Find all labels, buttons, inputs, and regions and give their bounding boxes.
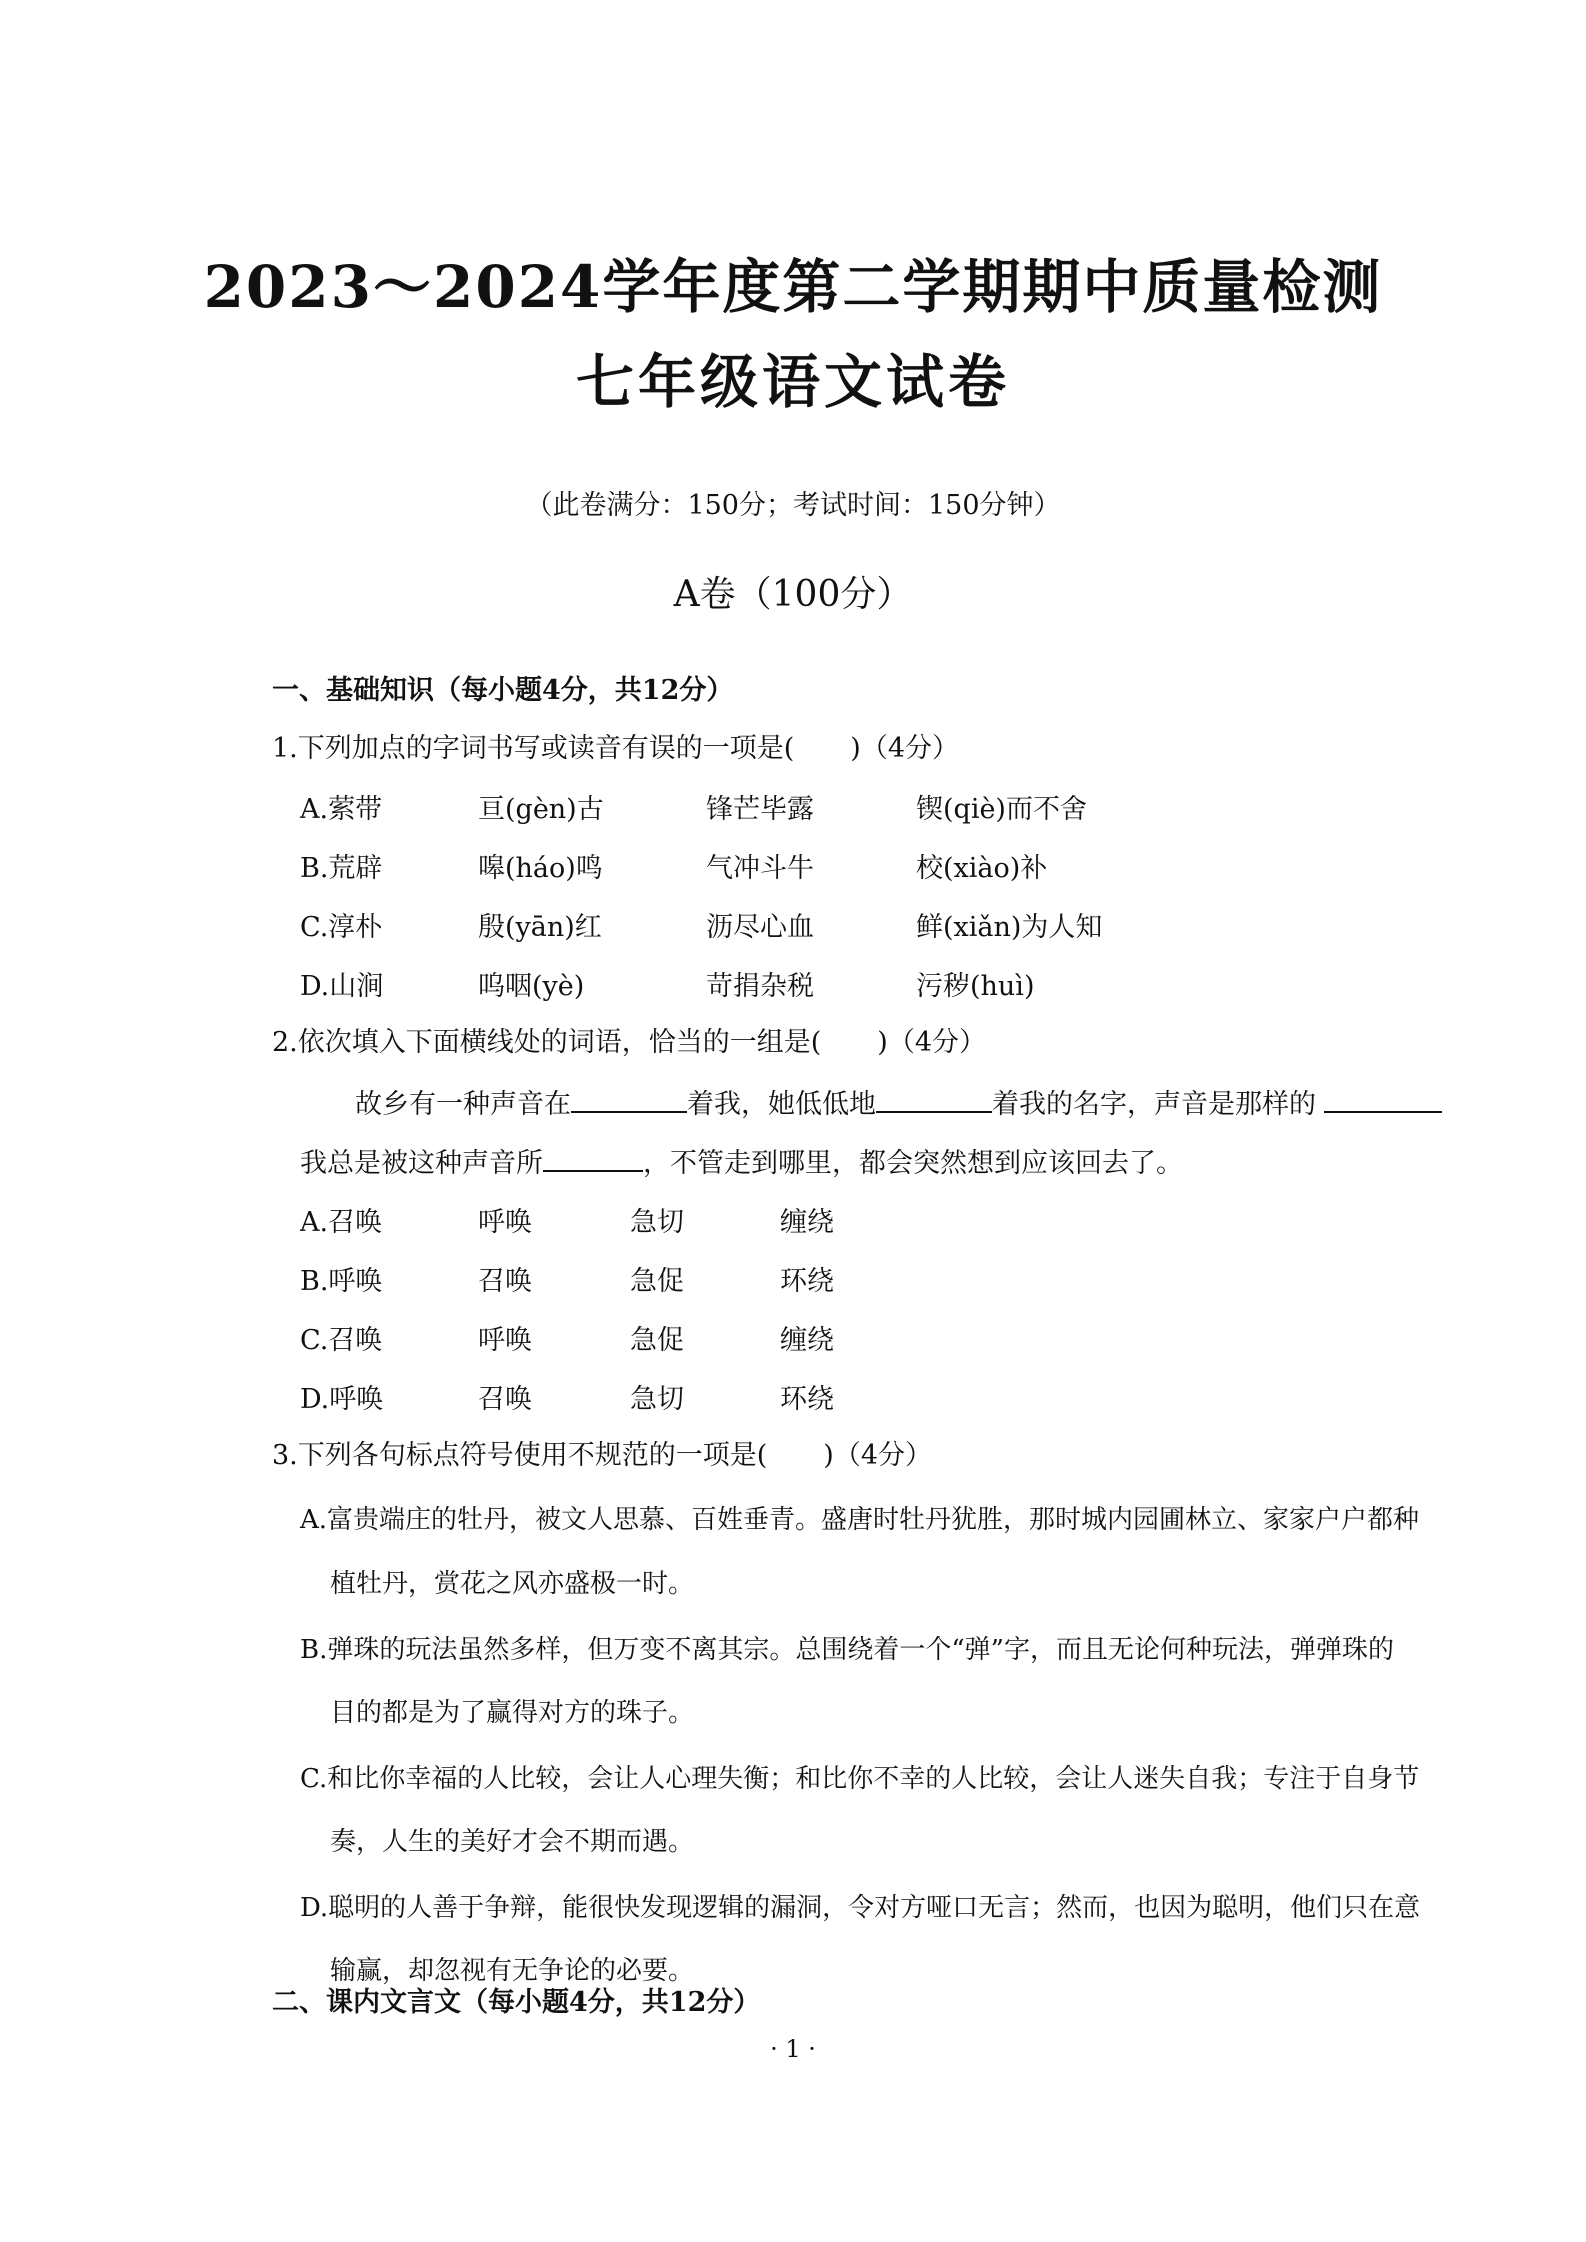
q3-option-c-line1: C.和比你幸福的人比较，会让人心理失衡；和比你不幸的人比较，会让人迷失自我；专注于自身节 (300, 1764, 1420, 1794)
question-3-stem (272, 1433, 932, 1472)
q2-passage-part5: ，不管走到哪里，都会突然想到应该回去了。 (643, 1148, 1183, 1179)
q2-passage-part2: 着我，她低低地 (687, 1089, 876, 1120)
q3-option-b-line1: B.弹珠的玩法虽然多样，但万变不离其宗。总围绕着一个“弹”字，而且无论何种玩法，弹弹珠的 (300, 1635, 1394, 1665)
question-3-stem-a: 3.下列各句标点符号使用不规范的一项是( (272, 1440, 768, 1471)
q2-opt-a-2: 呼唤 (478, 1207, 532, 1238)
q2-passage-line2 (300, 1141, 1183, 1180)
exam-title: 2023～2024学年度第二学期期中质量检测 (203, 253, 1383, 321)
q2-opt-a-1: A.召唤 (300, 1207, 383, 1238)
q2-opt-a-4: 缠绕 (780, 1207, 834, 1238)
q3-option-c-line2: 奏，人生的美好才会不期而遇。 (330, 1827, 695, 1857)
q1-opt-d-3: 苛捐杂税 (706, 971, 814, 1002)
question-1-stem (272, 726, 959, 765)
q2-opt-b-4: 环绕 (780, 1266, 834, 1297)
q1-opt-a-2: 亘(gèn)古 (478, 794, 604, 825)
q3-option-a-line1: A.富贵端庄的牡丹，被文人思慕、百姓垂青。盛唐时牡丹犹胜，那时城内园圃林立、家家户户都种 (300, 1505, 1420, 1535)
q2-passage-part4: 我总是被这种声音所 (300, 1148, 543, 1179)
q2-opt-c-3: 急促 (630, 1325, 684, 1356)
q3-option-d-line2: 输赢，却忽视有无争论的必要。 (330, 1956, 695, 1986)
q2-opt-c-1: C.召唤 (300, 1325, 383, 1356)
fill-blank-2 (876, 1089, 992, 1113)
q1-opt-d-4: 污秽(huì) (916, 971, 1035, 1002)
q2-opt-c-2: 呼唤 (478, 1325, 532, 1356)
q1-opt-a-1: A.萦带 (300, 794, 383, 825)
q2-opt-b-1: B.呼唤 (300, 1266, 383, 1297)
q2-opt-d-1: D.呼唤 (300, 1384, 384, 1415)
page-number: · 1 · (770, 2035, 816, 2063)
q2-passage-part1: 故乡有一种声音在 (355, 1089, 571, 1120)
q3-option-a-line2: 植牡丹，赏花之风亦盛极一时。 (330, 1569, 695, 1599)
q1-opt-d-1: D.山涧 (300, 971, 384, 1002)
q2-passage-line1 (355, 1082, 1442, 1121)
q2-opt-b-2: 召唤 (478, 1266, 532, 1297)
q1-opt-b-1: B.荒辟 (300, 853, 383, 884)
q2-opt-a-3: 急切 (630, 1207, 684, 1238)
q2-opt-d-4: 环绕 (780, 1384, 834, 1415)
q1-opt-c-3: 沥尽心血 (706, 912, 814, 943)
q3-option-d-line1: D.聪明的人善于争辩，能很快发现逻辑的漏洞，令对方哑口无言；然而，也因为聪明，他们只在意 (300, 1893, 1421, 1923)
question-1-stem-a: 1.下列加点的字词书写或读音有误的一项是( (272, 733, 795, 764)
fill-blank-3 (1324, 1089, 1442, 1113)
question-1-stem-b: )（4分） (850, 733, 960, 764)
q1-opt-c-2: 殷(yān)红 (478, 912, 602, 943)
q1-opt-b-4: 校(xiào)补 (916, 853, 1048, 884)
exam-subject-title: 七年级语文试卷 (575, 348, 1010, 416)
part2-heading: 二、课内文言文（每小题4分，共12分） (272, 1987, 761, 2018)
q1-opt-d-2: 呜咽(yè) (478, 971, 585, 1002)
q3-option-b-line2: 目的都是为了赢得对方的珠子。 (330, 1698, 695, 1728)
question-3-stem-b: )（4分） (823, 1440, 933, 1471)
fill-blank-1 (571, 1089, 687, 1113)
q1-opt-b-3: 气冲斗牛 (706, 853, 814, 884)
q2-opt-b-3: 急促 (630, 1266, 684, 1297)
question-2-stem-b: )（4分） (877, 1027, 987, 1058)
q1-opt-a-3: 锋芒毕露 (706, 794, 814, 825)
q1-opt-c-1: C.淳朴 (300, 912, 383, 943)
part1-heading: 一、基础知识（每小题4分，共12分） (272, 675, 734, 706)
q1-opt-b-2: 嗥(háo)鸣 (478, 853, 603, 884)
q2-opt-c-4: 缠绕 (780, 1325, 834, 1356)
q2-opt-d-3: 急切 (630, 1384, 684, 1415)
q2-passage-part3: 着我的名字，声音是那样的 (992, 1089, 1316, 1120)
question-2-stem (272, 1020, 986, 1059)
exam-info: （此卷满分：150分；考试时间：150分钟） (525, 490, 1061, 521)
fill-blank-4 (543, 1148, 643, 1172)
q2-opt-d-2: 召唤 (478, 1384, 532, 1415)
q1-opt-a-4: 锲(qiè)而不舍 (916, 794, 1087, 825)
question-2-stem-a: 2.依次填入下面横线处的词语，恰当的一组是( (272, 1027, 822, 1058)
q1-opt-c-4: 鲜(xiǎn)为人知 (916, 912, 1103, 943)
section-a-heading: A卷（100分） (673, 574, 913, 615)
